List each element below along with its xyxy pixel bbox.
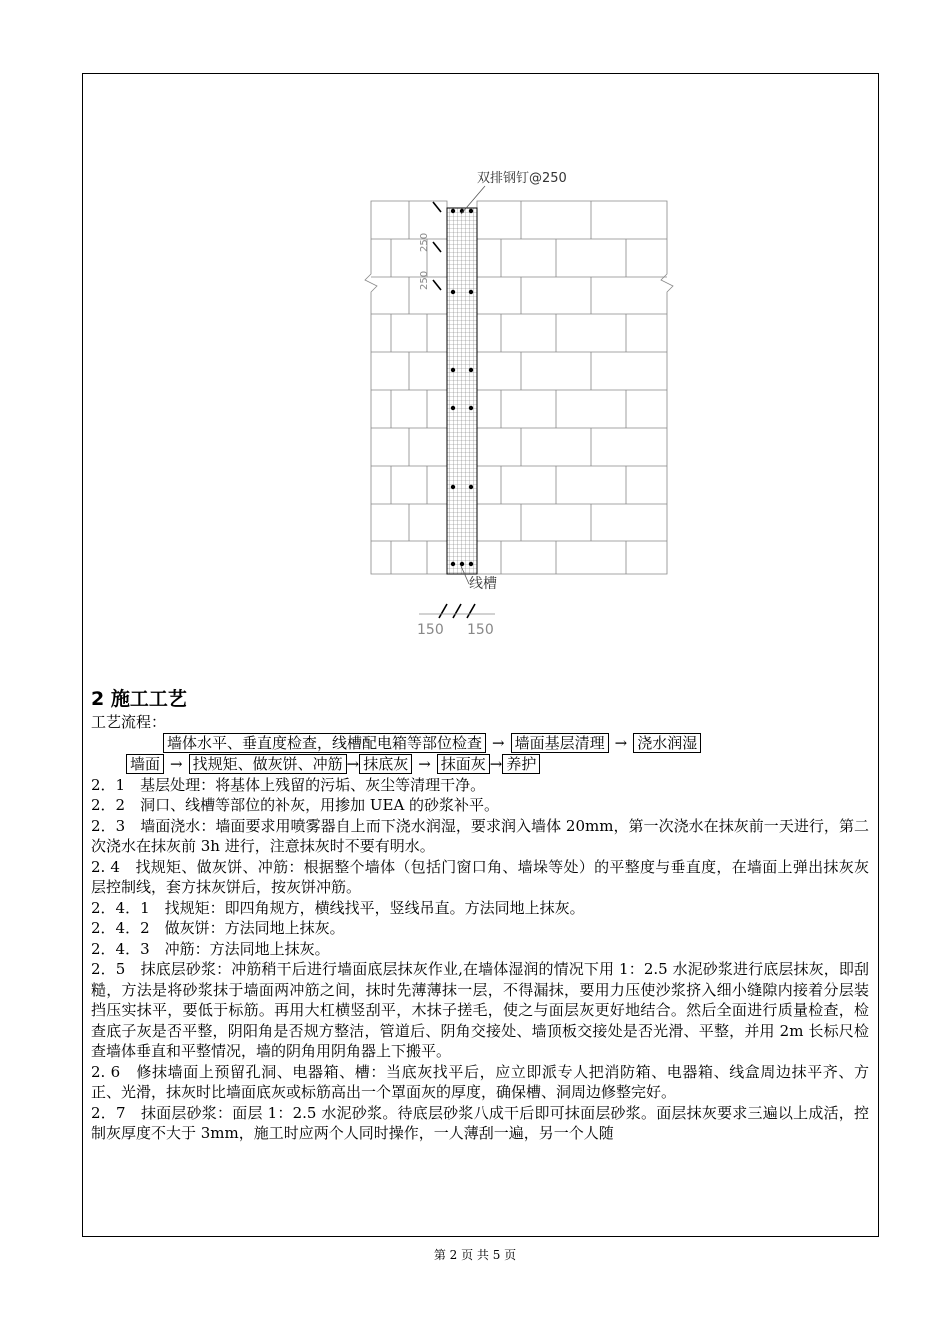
- mesh-strip: [447, 208, 477, 574]
- flow-step-6: 抹面灰: [437, 754, 490, 774]
- paragraph-2-4-2: 2．4．2 做灰饼：方法同地上抹灰。: [91, 919, 345, 937]
- paragraph-2-3: 2．3 墙面浇水：墙面要求用喷雾器自上而下浇水润湿，要求润入墙体 20mm，第一次浇水在抹灰前一天进行，第二次浇水在抹灰前 3h 进行，注意抹灰时不要有明水。: [91, 816, 869, 855]
- nails-label: 双排钢钉@250: [477, 171, 567, 186]
- paragraph-2-2: 2．2 洞口、线槽等部位的补灰，用掺加 UEA 的砂浆补平。: [91, 796, 500, 814]
- dim-right: 150: [467, 622, 494, 638]
- paragraph-2-1: 2．1 基层处理：将基体上残留的污垢、灰尘等清理干净。: [91, 775, 486, 794]
- wall-groove-diagram: [361, 171, 691, 654]
- paragraph-2-4-1: 2．4．1 找规矩：即四角规方，横线找平，竖线吊直。方法同地上抹灰。: [91, 898, 585, 917]
- flow-step-1: 墙体水平、垂直度检查，线槽配电箱等部位检查: [163, 733, 486, 753]
- groove-label: 线槽: [469, 576, 497, 592]
- paragraph-2-7: 2．7 抹面层砂浆：面层 1：2.5 水泥砂浆。待底层砂浆八成干后即可抹面层砂浆。面层抹灰要求三遍以上成活，控制灰厚度不大于 3mm，施工时应两个人同时操作，一人薄刮一遍，另一个人随: [91, 1103, 869, 1142]
- dim-left: 150: [417, 622, 444, 638]
- flow-arrow: →: [418, 754, 431, 773]
- flow-step-2: 墙面基层清理: [511, 733, 609, 753]
- paragraph-2-6: 2. 6 修抹墙面上预留孔洞、电器箱、槽：当底灰找平后，应立即派专人把消防箱、电器箱、线盒周边抹平齐、方正、光滑，抹灰时比墙面底灰或标筋高出一个罩面灰的厚度，确保槽、洞周边修整完好。: [91, 1062, 869, 1101]
- process-flow-line-2: [91, 754, 869, 775]
- paragraph-2-4: 2. 4 找规矩、做灰饼、冲筋：根据整个墙体（包括门窗口角、墙垛等处）的平整度与垂直度，在墙面上弹出抹灰灰层控制线，套方抹灰饼后，按灰饼冲筋。: [91, 857, 869, 896]
- flow-step-3: 浇水润湿: [633, 733, 701, 753]
- bottom-dim-ticks: [439, 604, 475, 618]
- process-flow-line-1: [91, 733, 869, 754]
- section-content: [91, 686, 869, 1144]
- page-footer: 第 2 页 共 5 页: [433, 1248, 517, 1262]
- brick-wall-right: [477, 201, 673, 574]
- flow-step-4: 找规矩、做灰饼、冲筋: [189, 754, 347, 774]
- flow-arrow: →: [170, 754, 183, 773]
- flow-step-3-cont: 墙面: [126, 754, 164, 774]
- flow-arrow: →: [614, 733, 628, 752]
- paragraph-2-4-3: 2．4．3 冲筋：方法同地上抹灰。: [91, 939, 330, 958]
- dim-vertical-1: 250: [419, 232, 430, 252]
- paragraph-2-5: 2．5 抹底层砂浆：冲筋稍干后进行墙面底层抹灰作业,在墙体湿润的情况下用 1：2.5 水泥砂浆进行底层抹灰，即刮糙，方法是将砂浆抹于墙面两冲筋之间，抹时先薄薄抹一层，不得漏抹，要用力压使沙浆挤入细小缝隙内接着分层装挡压实抹平，要低于标筋。再用大杠横竖刮平，木抹子搓毛，使之与面层灰更好地结合。然后全面进行质量检查，检查底子灰是否平整，阴阳角是否规方整洁，管道后、阴角交接处、墙顶板交接处是否光滑、平整，并用 2m 长标尺检查墙体垂直和平整情况，墙的阴角用阴角器上下搬平。: [91, 960, 869, 1060]
- page-frame: [82, 73, 879, 1237]
- flow-label: 工艺流程：: [91, 713, 167, 731]
- brick-wall-left: [365, 201, 447, 574]
- flow-arrow: →: [346, 754, 360, 773]
- flow-arrow: →: [489, 754, 503, 773]
- section-heading: 2 施工工艺: [91, 688, 187, 710]
- flow-step-7: 养护: [502, 754, 540, 774]
- dim-vertical-2: 250: [419, 270, 430, 290]
- flow-arrow: →: [492, 733, 505, 752]
- flow-step-5: 抹底灰: [359, 754, 412, 774]
